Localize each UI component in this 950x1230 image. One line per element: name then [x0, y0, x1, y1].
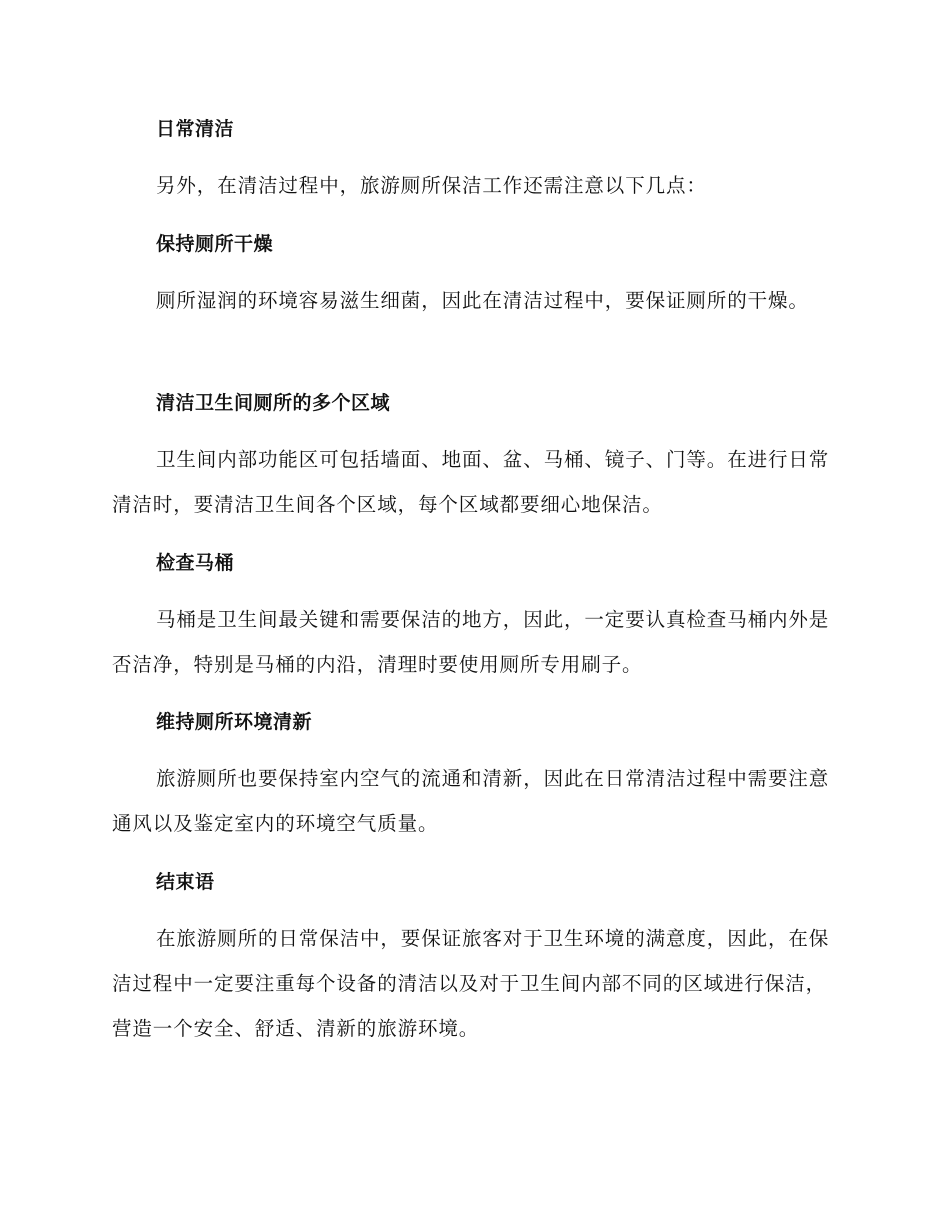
- section-heading-keep-dry: 保持厕所干燥: [156, 233, 274, 255]
- section-heading-fresh-environment: 维持厕所环境清新: [156, 711, 313, 733]
- section-paragraph-multiple-areas: 卫生间内部功能区可包括墙面、地面、盆、马桶、镜子、门等。在进行日常清洁时，要清洁卫生间各个区域，每个区域都要细心地保洁。: [112, 448, 830, 516]
- section-heading-daily-cleaning: 日常清洁: [156, 118, 235, 140]
- section-paragraph-keep-dry: 厕所湿润的环境容易滋生细菌，因此在清洁过程中，要保证厕所的干燥。: [156, 289, 809, 312]
- section-heading-conclusion: 结束语: [156, 871, 215, 893]
- section-heading-check-toilet: 检查马桶: [156, 552, 235, 574]
- section-paragraph-conclusion: 在旅游厕所的日常保洁中，要保证旅客对于卫生环境的满意度，因此，在保洁过程中一定要注重每个设备的清洁以及对于卫生间内部不同的区域进行保洁，营造一个安全、舒适、清新的旅游环境。: [112, 927, 830, 1040]
- section-paragraph-fresh-environment: 旅游厕所也要保持室内空气的流通和清新，因此在日常清洁过程中需要注意通风以及鉴定室内的环境空气质量。: [112, 767, 830, 835]
- section-paragraph-check-toilet: 马桶是卫生间最关键和需要保洁的地方，因此，一定要认真检查马桶内外是否洁净，特别是马桶的内沿，清理时要使用厕所专用刷子。: [112, 608, 830, 676]
- section-paragraph-daily-cleaning: 另外，在清洁过程中，旅游厕所保洁工作还需注意以下几点：: [156, 174, 707, 197]
- section-heading-multiple-areas: 清洁卫生间厕所的多个区域: [156, 392, 391, 414]
